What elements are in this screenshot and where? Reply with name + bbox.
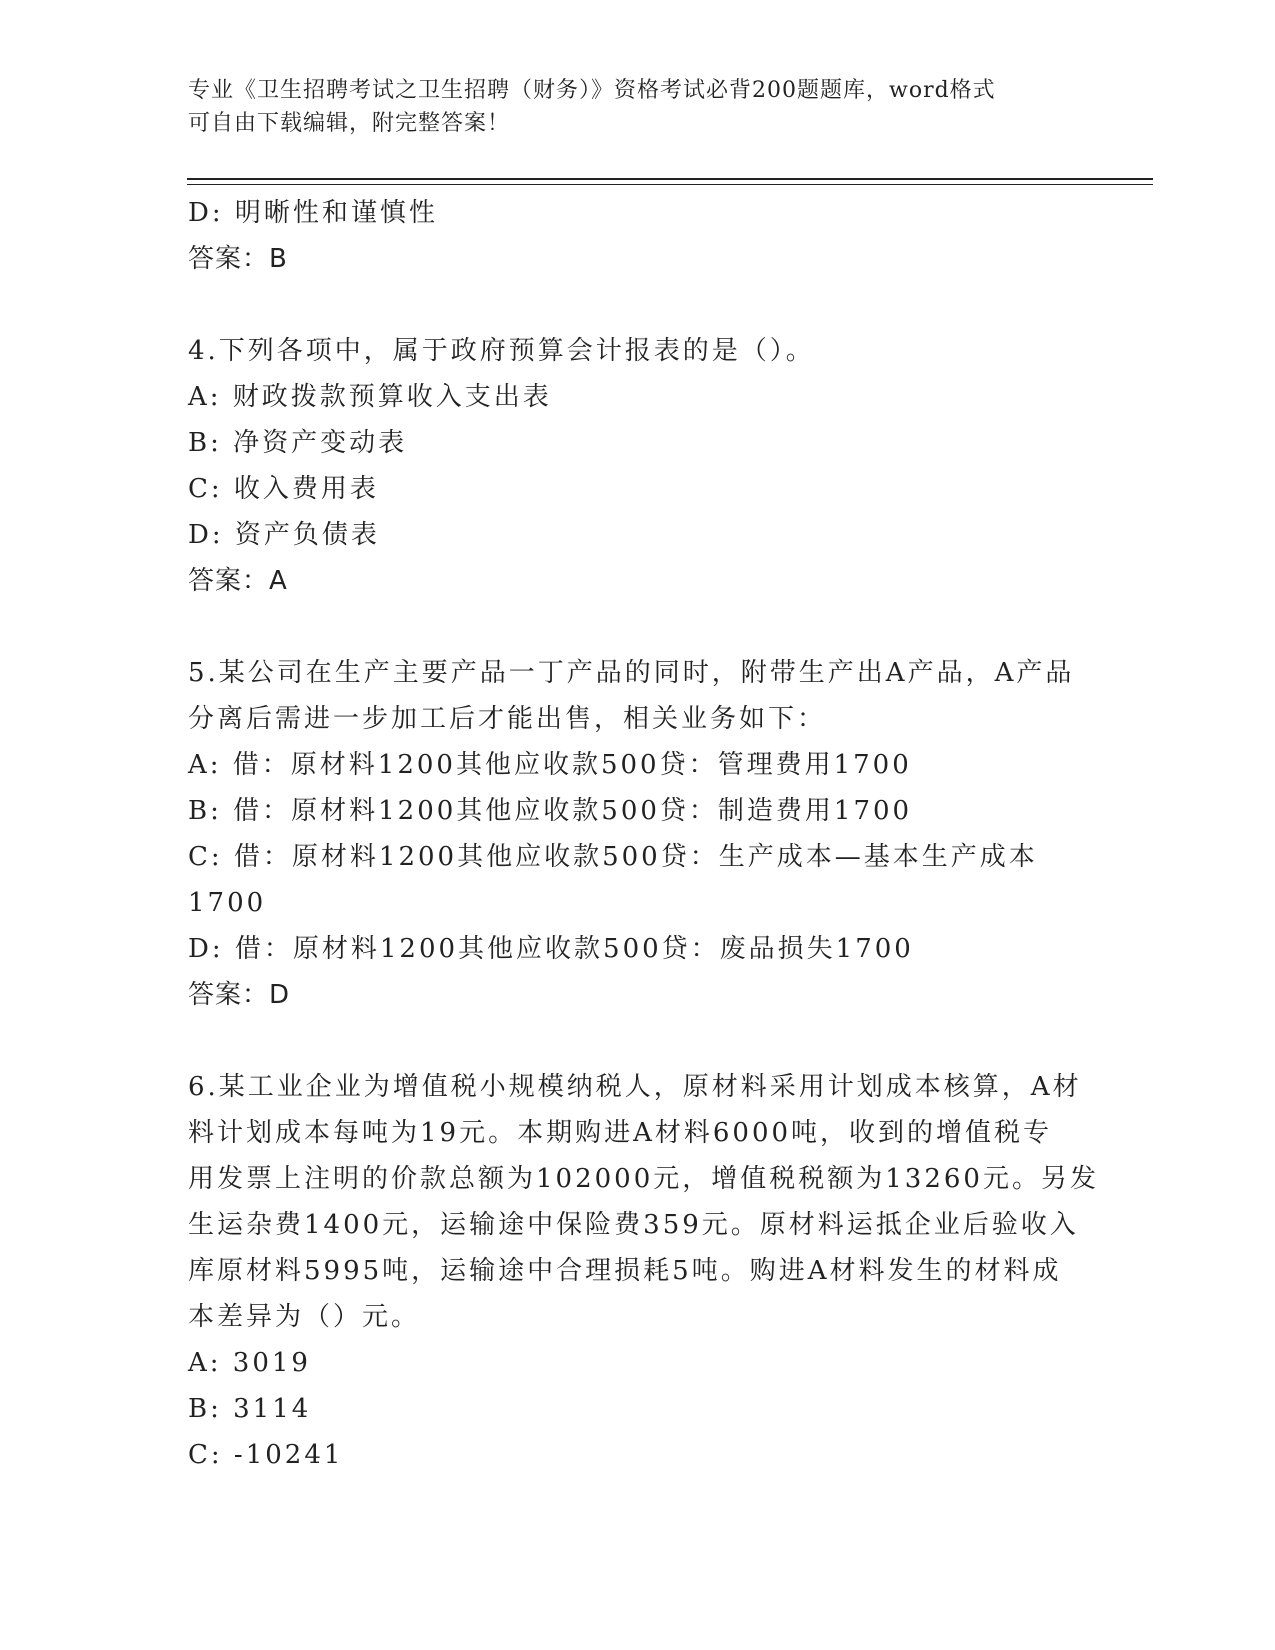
q5-option-c-line-1: C: 借：原材料1200其他应收款500贷：生产成本—基本生产成本 xyxy=(188,842,1038,872)
q6-stem-line-5: 库原材料5995吨，运输途中合理损耗5吨。购进A材料发生的材料成 xyxy=(188,1256,1062,1286)
spacer xyxy=(188,1018,1088,1064)
q6-option-c: C: -10241 xyxy=(188,1440,344,1470)
q6-stem-line-1: 6.某工业企业为增值税小规模纳税人，原材料采用计划成本核算，A材 xyxy=(188,1072,1082,1102)
q6-stem-line-2: 料计划成本每吨为19元。本期购进A材料6000吨，收到的增值税专 xyxy=(188,1118,1053,1148)
q4-option-b: B: 净资产变动表 xyxy=(188,428,408,458)
header-line-2: 可自由下载编辑，附完整答案！ xyxy=(188,111,511,136)
q4-stem: 4.下列各项中，属于政府预算会计报表的是（）。 xyxy=(188,336,815,366)
q5-stem-line-1: 5.某公司在生产主要产品一丁产品的同时，附带生产出A产品，A产品 xyxy=(188,658,1075,688)
q6-stem-line-3: 用发票上注明的价款总额为102000元，增值税税额为13260元。另发 xyxy=(188,1164,1099,1194)
q5-answer: 答案：D xyxy=(188,980,291,1010)
q4-option-c: C: 收入费用表 xyxy=(188,474,379,504)
q4-option-a: A: 财政拨款预算收入支出表 xyxy=(188,382,552,412)
q3-option-d: D: 明晰性和谨慎性 xyxy=(188,198,438,228)
q5-option-a: A: 借：原材料1200其他应收款500贷：管理费用1700 xyxy=(188,750,912,780)
q6-option-b: B: 3114 xyxy=(188,1394,312,1424)
q5-option-d: D: 借：原材料1200其他应收款500贷：废品损失1700 xyxy=(188,934,914,964)
q4-option-d: D: 资产负债表 xyxy=(188,520,380,550)
q5-option-b: B: 借：原材料1200其他应收款500贷：制造费用1700 xyxy=(188,796,913,826)
q6-stem-line-6: 本差异为（）元。 xyxy=(188,1302,421,1332)
q3-answer: 答案：B xyxy=(188,244,288,274)
page-header xyxy=(188,74,1068,140)
spacer xyxy=(188,604,1088,650)
header-rule-thin xyxy=(187,184,1153,185)
q6-stem-line-4: 生运杂费1400元，运输途中保险费359元。原材料运抵企业后验收入 xyxy=(188,1210,1079,1240)
header-line-1: 专业《卫生招聘考试之卫生招聘（财务）》资格考试必背200题题库，word格式 xyxy=(188,78,996,103)
document-body xyxy=(188,190,1099,1478)
spacer xyxy=(188,282,1088,328)
q5-option-c-line-2: 1700 xyxy=(188,888,267,918)
q5-stem-line-2: 分离后需进一步加工后才能出售，相关业务如下： xyxy=(188,704,827,734)
q6-option-a: A: 3019 xyxy=(188,1348,311,1378)
header-rule-thick xyxy=(187,178,1153,180)
q4-answer: 答案：A xyxy=(188,566,288,596)
